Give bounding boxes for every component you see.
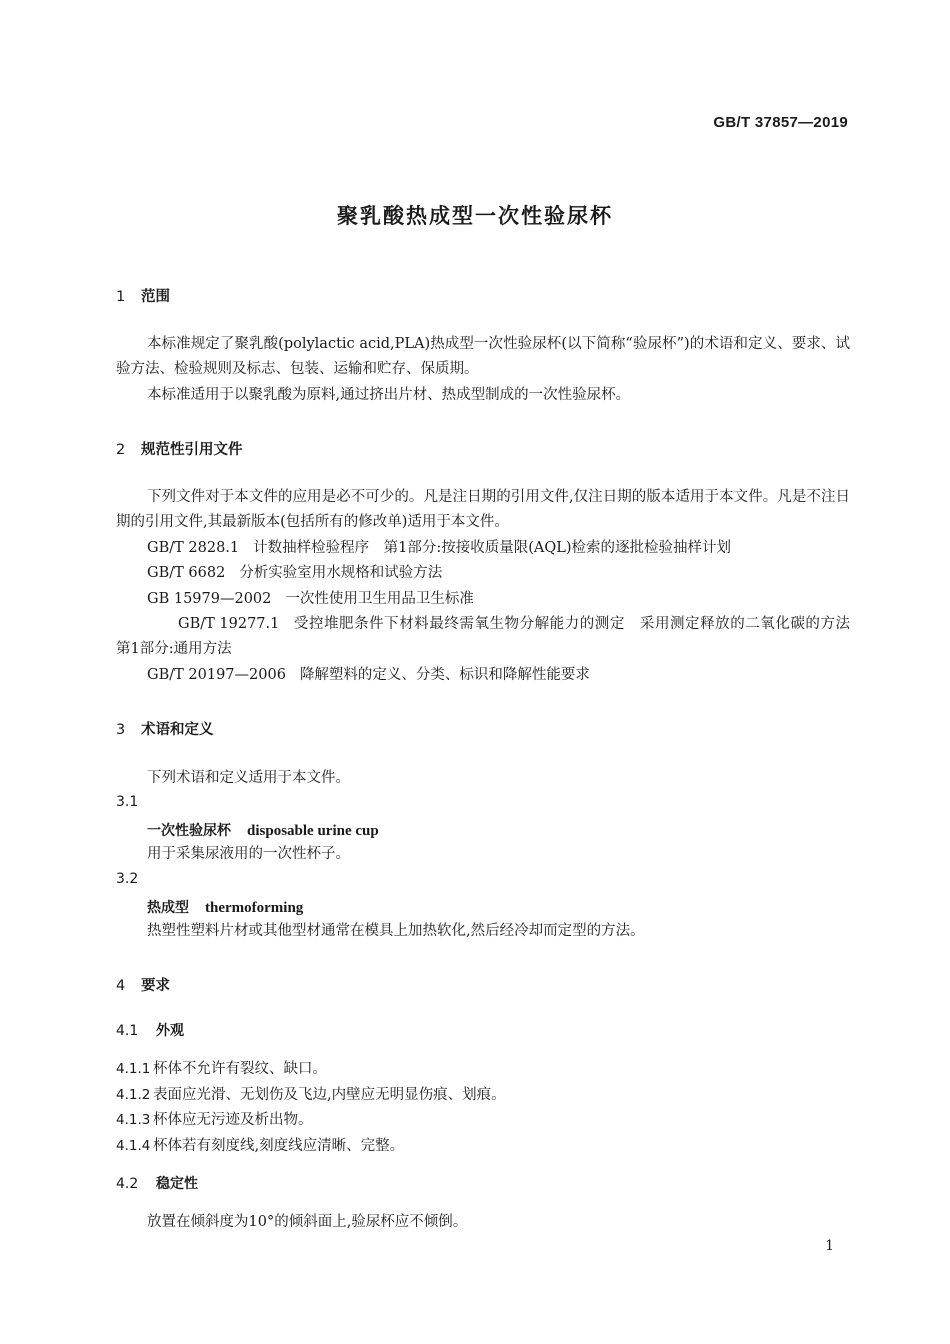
subsection-4-1-heading: 4.1 外观 <box>116 1023 184 1039</box>
term-definition: 用于采集尿液用的一次性杯子。 <box>147 846 350 862</box>
page-number: 1 <box>825 1238 834 1254</box>
term-heading: 一次性验尿杯 disposable urine cup <box>147 823 379 839</box>
normative-intro: 下列文件对于本文件的应用是必不可少的。凡是注日期的引用文件,仅注日期的版本适用于本文件。凡是不注日期的引用文件,其最新版本(包括所有的修改单)适用于本文件。 <box>116 489 850 530</box>
reference-item: GB/T 20197—2006 降解塑料的定义、分类、标识和降解性能要求 <box>147 667 590 683</box>
reference-item: GB/T 6682 分析实验室用水规格和试验方法 <box>147 565 443 581</box>
section-3-heading: 3 术语和定义 <box>116 722 214 738</box>
term-definition: 热塑性塑料片材或其他型材通常在模具上加热软化,然后经冷却而定型的方法。 <box>147 923 645 939</box>
term-number: 3.2 <box>116 871 139 887</box>
stability-paragraph: 放置在倾斜度为10°的倾斜面上,验尿杯应不倾倒。 <box>147 1214 468 1230</box>
term-number: 3.1 <box>116 794 139 810</box>
section-4-heading: 4 要求 <box>116 978 170 994</box>
terms-intro: 下列术语和定义适用于本文件。 <box>147 770 350 786</box>
standard-number: GB/T 37857—2019 <box>713 114 848 131</box>
section-1-heading: 1 范围 <box>116 289 170 305</box>
section-2-heading: 2 规范性引用文件 <box>116 442 243 458</box>
reference-item: GB/T 19277.1 受控堆肥条件下材料最终需氧生物分解能力的测定 采用测定释放的二氧化碳的方法 第1部分:通用方法 <box>116 616 865 657</box>
clause-item: 4.1.1 杯体不允许有裂纹、缺口。 <box>116 1061 327 1077</box>
document-title: 聚乳酸热成型一次性验尿杯 <box>337 204 613 228</box>
term-heading: 热成型 thermoforming <box>147 900 304 916</box>
reference-item: GB 15979—2002 一次性使用卫生用品卫生标准 <box>147 591 474 607</box>
scope-paragraph-1: 本标准规定了聚乳酸(polylactic acid,PLA)热成型一次性验尿杯(以下简称“验尿杯”)的术语和定义、要求、试验方法、检验规则及标志、包装、运输和贮存、保质期。 <box>116 336 850 377</box>
clause-item: 4.1.2 表面应光滑、无划伤及飞边,内壁应无明显伤痕、划痕。 <box>116 1087 506 1103</box>
clause-item: 4.1.3 杯体应无污迹及析出物。 <box>116 1112 313 1128</box>
reference-item: GB/T 2828.1 计数抽样检验程序 第1部分:按接收质量限(AQL)检索的逐批检验抽样计划 <box>147 540 732 556</box>
subsection-4-2-heading: 4.2 稳定性 <box>116 1176 198 1192</box>
scope-paragraph-2: 本标准适用于以聚乳酸为原料,通过挤出片材、热成型制成的一次性验尿杯。 <box>147 387 631 403</box>
clause-item: 4.1.4 杯体若有刻度线,刻度线应清晰、完整。 <box>116 1138 405 1154</box>
